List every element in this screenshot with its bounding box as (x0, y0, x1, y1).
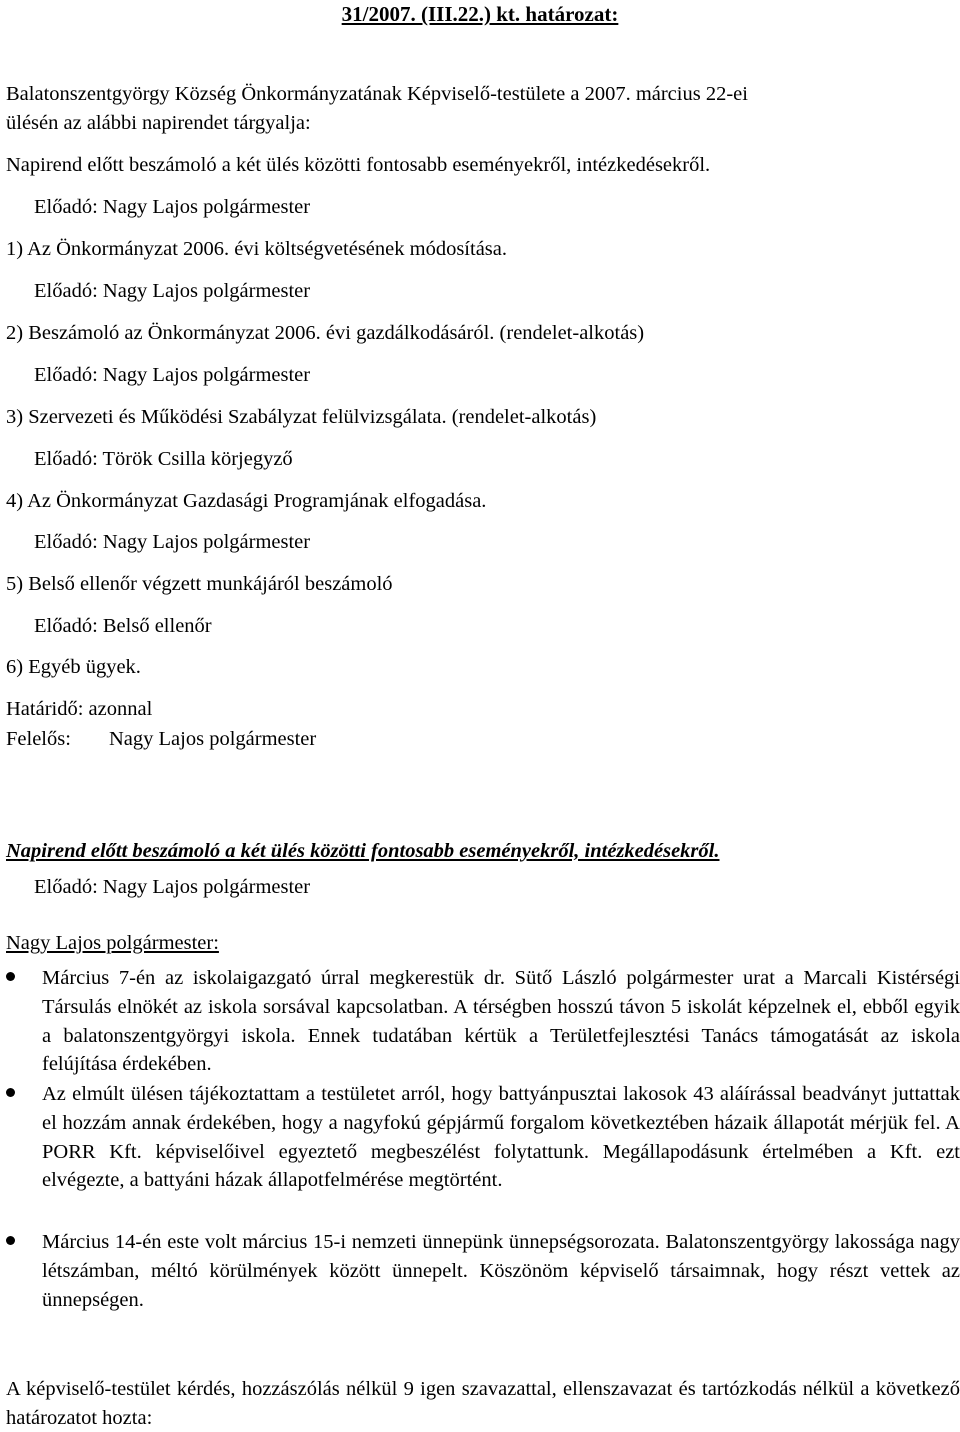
agenda-item-5-presenter: Előadó: Belső ellenőr (34, 615, 212, 637)
responsible-name: Nagy Lajos polgármester (109, 728, 317, 750)
agenda-item-3-presenter: Előadó: Török Csilla körjegyző (34, 448, 293, 470)
resolution-title: 31/2007. (III.22.) kt. határozat: (341, 2, 619, 26)
intro-line-1: Balatonszentgyörgy Község Önkormányzatának Képviselő-testülete a 2007. március 22-ei (6, 83, 748, 105)
bullet-icon (6, 1088, 15, 1097)
agenda-item-2: 2) Beszámoló az Önkormányzat 2006. évi gazdálkodásáról. (rendelet-alkotás) (6, 322, 645, 344)
agenda-item-4-presenter: Előadó: Nagy Lajos polgármester (34, 531, 311, 553)
agenda-pre-item: Napirend előtt beszámoló a két ülés közötti fontosabb eseményekről, intézkedésekről. (6, 154, 711, 176)
agenda-item-3: 3) Szervezeti és Működési Szabályzat felülvizsgálata. (rendelet-alkotás) (6, 406, 597, 428)
responsible-label: Felelős: (6, 728, 71, 750)
agenda-item-1: 1) Az Önkormányzat 2006. évi költségvetésének módosítása. (6, 238, 507, 260)
responsible (6, 729, 316, 750)
intro-line-2: ülésén az alábbi napirendet tárgyalja: (6, 112, 311, 134)
bullet-icon (6, 1236, 15, 1245)
speaker-label: Nagy Lajos polgármester: (6, 932, 219, 954)
agenda-item-5: 5) Belső ellenőr végzett munkájáról beszámoló (6, 573, 393, 595)
list-item (6, 1080, 960, 1195)
bullet-text-3: Március 14-én este volt március 15-i nemzeti ünnepünk ünnepségsorozata. Balatonszentgyörgy lakossága nagy létszámban, méltó körülmények között ünnepelt. Köszönöm képviselő társaimnak, hogy részt vettek az ünnepségen. (42, 1231, 960, 1311)
bullet-text-1: Március 7-én az iskolaigazgató úrral megkerestük dr. Sütő László polgármester urat a Marcali Kistérségi Társulás elnökét az iskola sorsával kapcsolatban. A térségben hosszú távon 5 iskolát képzelnek el, ebből egyik a balatonszentgyörgyi iskola. Ennek tudatában kértük a Területfejlesztési Tanács támogatását az iskola felújítása érdekében. (42, 967, 960, 1076)
agenda-item-6: 6) Egyéb ügyek. (6, 656, 141, 678)
agenda-item-2-presenter: Előadó: Nagy Lajos polgármester (34, 364, 311, 386)
section-heading: Napirend előtt beszámoló a két ülés közötti fontosabb eseményekről, intézkedésekről. (6, 840, 720, 862)
list-item (6, 1228, 960, 1314)
list-item (6, 964, 960, 1079)
agenda-pre-presenter: Előadó: Nagy Lajos polgármester (34, 196, 311, 218)
section-presenter: Előadó: Nagy Lajos polgármester (34, 876, 311, 898)
bullet-text-2: Az elmúlt ülésen tájékoztattam a testületet arról, hogy battyánpusztai lakosok 43 aláírással beadványt juttattak el hozzám annak érdekében, hogy a nagyfokú gépjármű forgalom következtében házaik állapotát mérjük fel. A PORR Kft. képviselőivel egyeztető megbeszélést folytattunk. Megállapodásunk értelmében a Kft. ezt elvégezte, a battyáni házak állapotfelmérése megtörtént. (42, 1083, 960, 1192)
bullet-icon (6, 972, 15, 981)
deadline: Határidő: azonnal (6, 698, 153, 720)
agenda-item-4: 4) Az Önkormányzat Gazdasági Programjának elfogadása. (6, 490, 487, 512)
closing-paragraph: A képviselő-testület kérdés, hozzászólás nélkül 9 igen szavazattal, ellenszavazat és tartózkodás nélkül a következő határozatot hozta: (6, 1378, 960, 1429)
agenda-item-1-presenter: Előadó: Nagy Lajos polgármester (34, 280, 311, 302)
